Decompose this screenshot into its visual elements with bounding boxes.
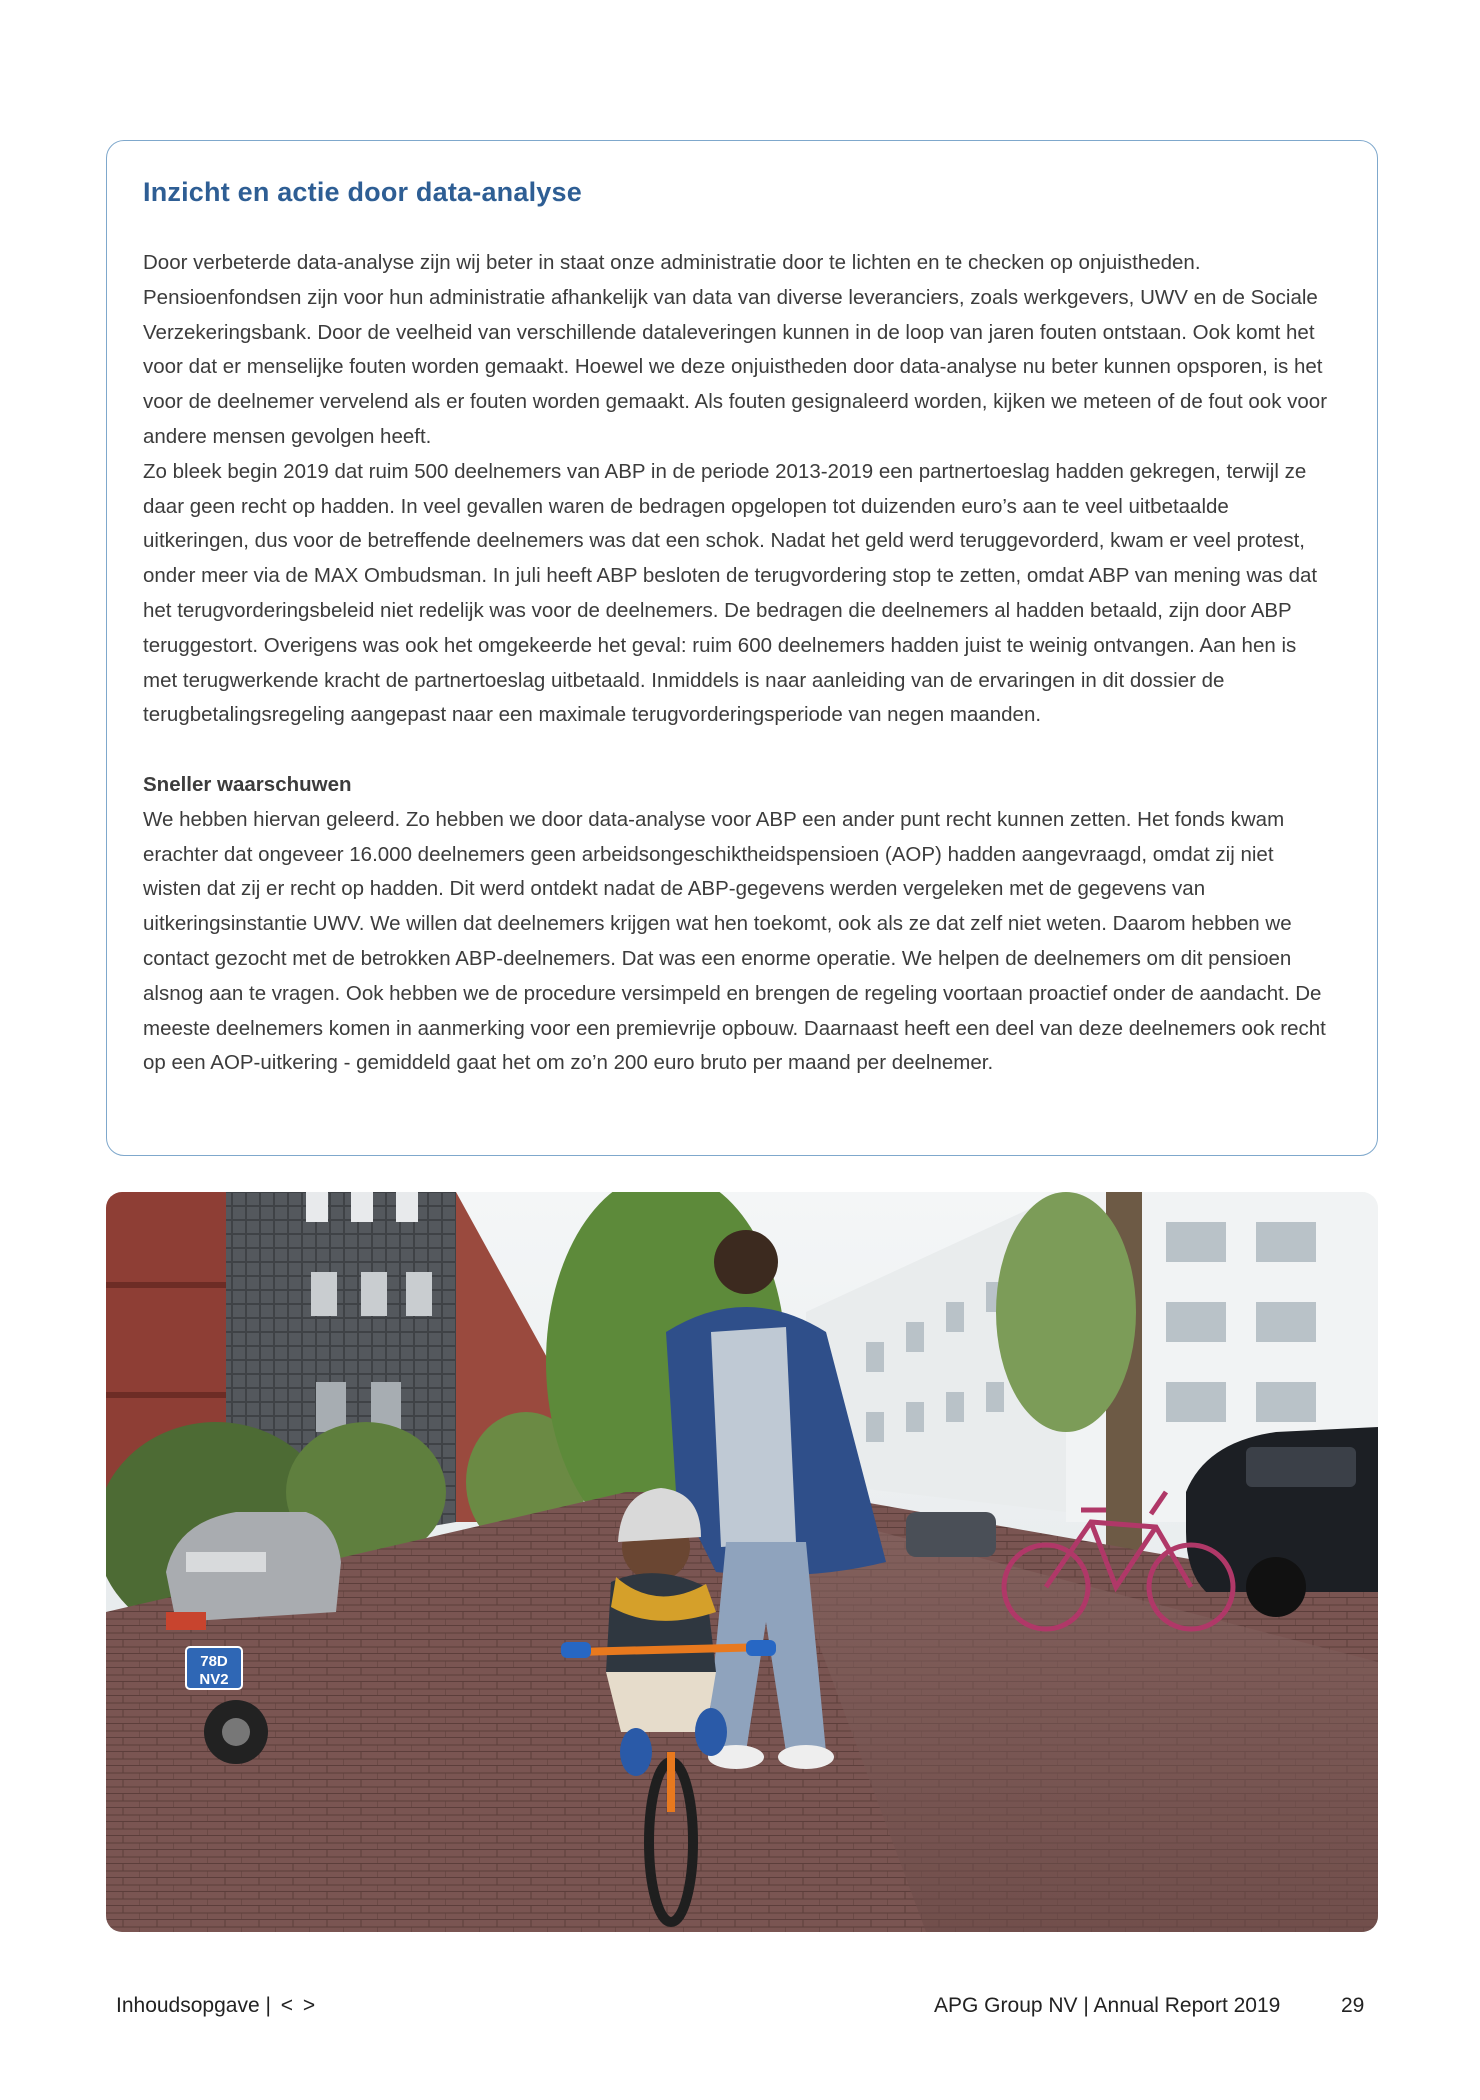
paragraph-aop: We hebben hiervan geleerd. Zo hebben we door data-analyse voor ABP een ander punt recht kunnen zetten. Het fonds kwam erachter dat ongeveer 16.000 deelnemers geen arbeidsongeschiktheidspensioen (AOP) hadden aangevraagd, omdat zij niet wisten dat zij er recht op hadden. Dit werd ontdekt nadat de ABP-gegevens werden vergeleken met de gegevens van uitkeringsinstantie UWV. We willen dat deelnemers krijgen wat hen toekomt, ook als ze dat zelf niet weten. Daarom hebben we contact gezocht met de betrokken ABP-deelnemers. Dat was een enorme operatie. We helpen de deelnemers om dit pensioen alsnog aan te vragen. Ook hebben we de procedure versimpeld en brengen de regeling voortaan proactief onder de aandacht. De meeste deelnemers komen in aanmerking voor een premievrije opbouw. Daarnaast heeft een deel van deze deelnemers ook recht op een AOP-uitkering - gemiddeld gaat het om zo’n 200 euro bruto per maand per deelnemer. <box>143 807 1326 1075</box>
street-photo <box>106 1192 1378 1932</box>
next-page-link[interactable]: > <box>302 1994 316 2017</box>
prev-page-link[interactable]: < <box>280 1994 294 2017</box>
plate-text-2: NV2 <box>199 1671 229 1688</box>
subheading: Sneller waarschuwen <box>143 772 352 796</box>
footer-nav <box>116 1994 315 2018</box>
report-title: APG Group NV | Annual Report 2019 <box>934 1994 1281 2017</box>
paragraph-intro: Door verbeterde data-analyse zijn wij beter in staat onze administratie door te lichten en te checken op onjuistheden. Pensioenfondsen zijn voor hun administratie afhankelijk van data van diverse leveranciers, zoals werkgevers, UWV en de Sociale Verzekeringsbank. Door de veelheid van verschillende dataleveringen kunnen in de loop van jaren fouten ontstaan. Ook komt het voor dat er menselijke fouten worden gemaakt. Hoewel we deze onjuistheden door data-analyse nu beter kunnen opsporen, is het voor de deelnemer vervelend als er fouten worden gemaakt. Als fouten gesignaleerd worden, kijken we meteen of de fout ook voor andere mensen gevolgen heeft. <box>143 251 1328 448</box>
info-panel <box>106 140 1378 1156</box>
paragraph-spacer <box>143 733 1331 768</box>
panel-title: Inzicht en actie door data-analyse <box>143 177 582 207</box>
page-number: 29 <box>1341 1994 1365 2017</box>
toc-link[interactable]: Inhoudsopgave <box>116 1994 260 2017</box>
plate-text-1: 78D <box>200 1653 228 1670</box>
footer-separator: | <box>265 1994 271 2017</box>
paragraph-partnertoeslag: Zo bleek begin 2019 dat ruim 500 deelnemers van ABP in de periode 2013-2019 een partnertoeslag hadden gekregen, terwijl ze daar geen recht op hadden. In veel gevallen waren de bedragen opgelopen tot duizenden euro’s aan te veel uitbetaalde uitkeringen, dus voor de betreffende deelnemers was dat een schok. Nadat het geld werd teruggevorderd, kwam er veel protest, onder meer via de MAX Ombudsman. In juli heeft ABP besloten de terugvordering stop te zetten, omdat ABP van mening was dat het terugvorderingsbeleid niet redelijk was voor de deelnemers. De bedragen die deelnemers al hadden betaald, zijn door ABP teruggestort. Overigens was ook het omgekeerde het geval: ruim 600 deelnemers hadden juist te weinig ontvangen. Aan hen is met terugwerkende kracht de partnertoeslag uitbetaald. Inmiddels is naar aanleiding van de ervaringen in dit dossier de terugbetalingsregeling aangepast naar een maximale terugvorderingsperiode van negen maanden. <box>143 459 1318 727</box>
